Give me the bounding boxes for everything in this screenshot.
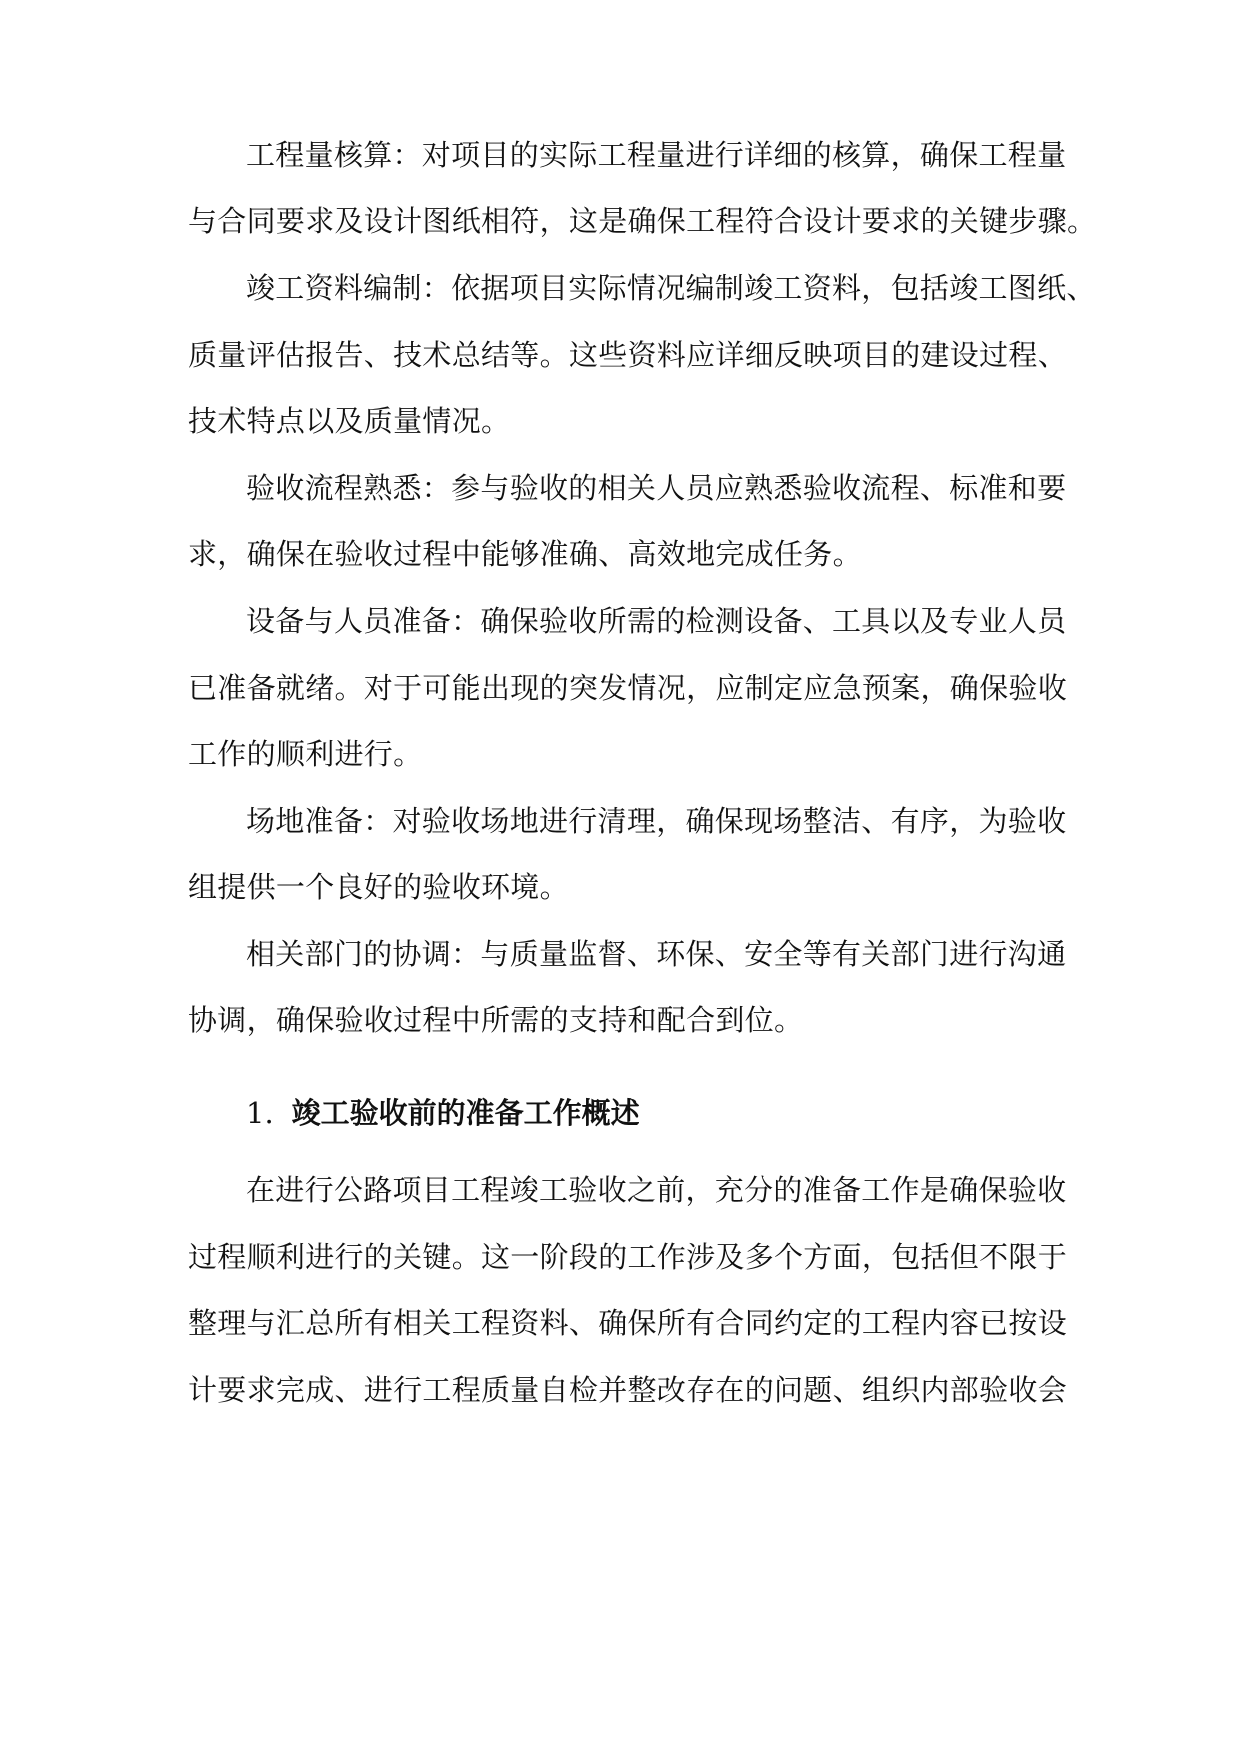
paragraph-line: 整理与汇总所有相关工程资料、确保所有合同约定的工程内容已按设 [188,1306,1068,1340]
paragraph-line: 工程量核算：对项目的实际工程量进行详细的核算，确保工程量 [246,138,1067,172]
paragraph-line: 过程顺利进行的关键。这一阶段的工作涉及多个方面，包括但不限于 [188,1240,1068,1274]
paragraph-line: 计要求完成、进行工程质量自检并整改存在的问题、组织内部验收会 [188,1373,1068,1407]
paragraph-line: 竣工资料编制：依据项目实际情况编制竣工资料，包括竣工图纸、 [246,271,1096,305]
paragraph-line: 在进行公路项目工程竣工验收之前，充分的准备工作是确保验收 [246,1173,1067,1207]
paragraph-line: 验收流程熟悉：参与验收的相关人员应熟悉验收流程、标准和要 [246,471,1067,505]
paragraph-line: 工作的顺利进行。 [188,737,423,771]
paragraph-line: 已准备就绪。对于可能出现的突发情况，应制定应急预案，确保验收 [188,671,1068,705]
paragraph-line: 组提供一个良好的验收环境。 [188,870,569,904]
paragraph-line: 场地准备：对验收场地进行清理，确保现场整洁、有序，为验收 [246,804,1067,838]
paragraph-line: 技术特点以及质量情况。 [188,404,511,438]
paragraph-line: 设备与人员准备：确保验收所需的检测设备、工具以及专业人员 [246,604,1067,638]
paragraph-line: 协调，确保验收过程中所需的支持和配合到位。 [188,1003,804,1037]
paragraph-line: 求，确保在验收过程中能够准确、高效地完成任务。 [188,537,862,571]
paragraph-line: 相关部门的协调：与质量监督、环保、安全等有关部门进行沟通 [246,937,1067,971]
paragraph-line: 与合同要求及设计图纸相符，这是确保工程符合设计要求的关键步骤。 [188,204,1097,238]
paragraph-line: 质量评估报告、技术总结等。这些资料应详细反映项目的建设过程、 [188,338,1068,372]
section-title: 竣工验收前的准备工作概述 [291,1096,640,1130]
section-heading [246,1095,640,1131]
section-number: 1. [246,1096,274,1130]
